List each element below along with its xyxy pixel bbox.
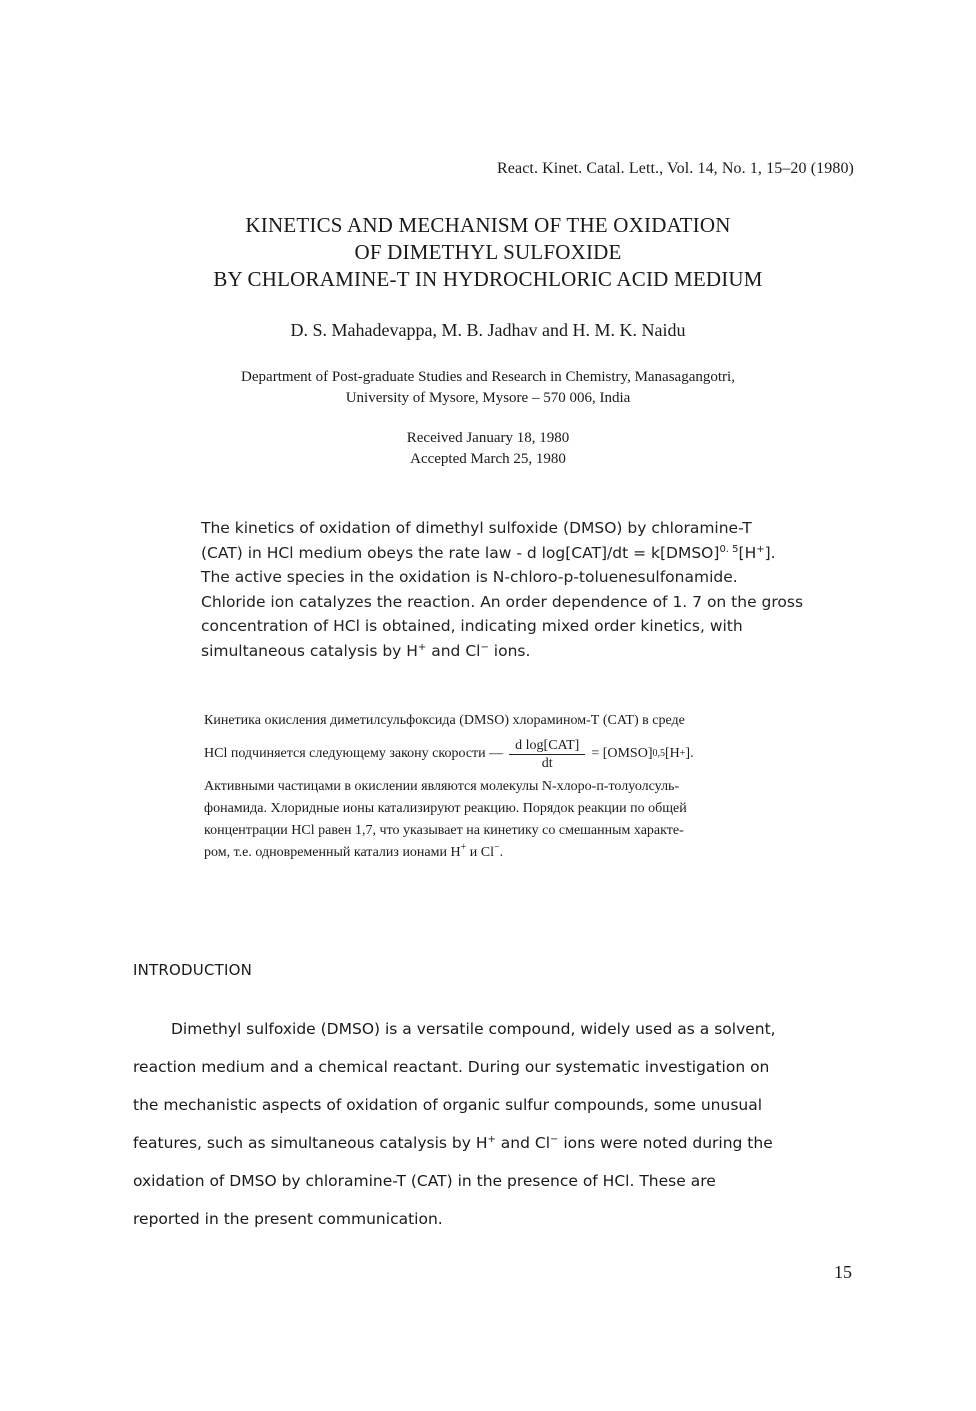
abstract-line <box>201 541 881 566</box>
journal-citation: React. Kinet. Catal. Lett., Vol. 14, No. 1, 15–20 (1980) <box>497 160 854 177</box>
introduction-paragraph <box>133 1010 853 1238</box>
paragraph-text: and Cl <box>495 1134 551 1152</box>
abstract-text: (CAT) in HCl medium obeys the rate law - d log[CAT]/dt = k[DMSO] <box>201 543 720 562</box>
abstract-text: [H <box>665 746 680 761</box>
abstract-text: HCl подчиняется следующему закону скорости — <box>204 746 504 761</box>
abstract-text: ]. <box>685 746 694 761</box>
paragraph-text: ions were noted during the <box>558 1134 773 1152</box>
title-line: KINETICS AND MECHANISM OF THE OXIDATION <box>245 213 731 237</box>
charge-superscript: + <box>487 1134 496 1145</box>
article-title <box>0 212 976 293</box>
received-date: Received January 18, 1980 <box>406 430 570 446</box>
paragraph-line <box>133 1124 853 1162</box>
paragraph-line: the mechanistic aspects of oxidation of organic sulfur compounds, some unusual <box>133 1096 763 1114</box>
paragraph-line: reaction medium and a chemical reactant. During our systematic investigation on <box>133 1058 770 1076</box>
affiliation-line: Department of Post-graduate Studies and Research in Chemistry, Manasagangotri, <box>241 369 735 385</box>
charge-superscript: + <box>460 842 467 853</box>
submission-dates <box>0 428 976 470</box>
charge-superscript: − <box>480 641 489 653</box>
paragraph-line: Dimethyl sulfoxide (DMSO) is a versatile compound, widely used as a solvent, <box>171 1020 776 1038</box>
abstract-russian <box>204 710 872 864</box>
abstract-line: The kinetics of oxidation of dimethyl sulfoxide (DMSO) by chloramine-T <box>201 519 752 537</box>
charge-superscript: + <box>417 641 427 653</box>
title-line: BY CHLORAMINE-T IN HYDROCHLORIC ACID MEDIUM <box>213 267 763 291</box>
fraction-denominator: dt <box>541 755 553 771</box>
abstract-text: and Cl <box>426 641 481 660</box>
abstract-line <box>201 639 881 664</box>
paragraph-text: features, such as simultaneous catalysis by H <box>133 1134 488 1152</box>
section-heading: INTRODUCTION <box>133 961 253 979</box>
affiliation <box>0 367 976 409</box>
rate-law-line: HCl подчиняется следующему закону скорости — $\frac{\text{d log[CAT]}}{dt}$ = [OMSO] 0,5 [H + ]. <box>204 737 694 771</box>
rate-fraction <box>509 737 585 772</box>
abstract-text: [H <box>738 543 757 562</box>
paragraph-line: oxidation of DMSO by chloramine-T (CAT) in the presence of HCl. These are <box>133 1172 716 1190</box>
page-number: 15 <box>834 1262 852 1282</box>
accepted-date: Accepted March 25, 1980 <box>410 451 566 467</box>
fraction-numerator: d log[CAT] <box>509 737 585 755</box>
abstract-line: Chloride ion catalyzes the reaction. An order dependence of 1. 7 on the gross <box>201 592 804 611</box>
charge-superscript: + <box>756 543 765 555</box>
abstract-line: Кинетика окисления диметилсульфоксида (DMSO) хлорамином-Т (CAT) в среде <box>204 713 685 728</box>
charge-superscript: − <box>493 842 500 853</box>
author-list: D. S. Mahadevappa, M. B. Jadhav and H. M. K. Naidu <box>290 320 686 340</box>
abstract-text: . <box>499 845 504 860</box>
abstract-line: concentration of HCl is obtained, indicating mixed order kinetics, with <box>201 617 743 635</box>
abstract-line: The active species in the oxidation is N-chloro-p-toluenesulfonamide. <box>201 568 738 586</box>
abstract-text: и Cl <box>466 845 494 860</box>
paragraph-line: reported in the present communication. <box>133 1210 443 1228</box>
abstract-line: концентрации HCl равен 1,7, что указывает на кинетику со смешанным характе- <box>204 823 684 838</box>
title-line: OF DIMETHYL SULFOXIDE <box>354 240 622 264</box>
abstract-english <box>201 516 881 663</box>
abstract-line: фонамида. Хлоридные ионы катализируют реакцию. Порядок реакции по общей <box>204 801 687 816</box>
abstract-line <box>204 842 872 864</box>
abstract-text: ром, т.е. одновременный катализ ионами H <box>204 845 461 860</box>
abstract-text: ions. <box>488 641 531 660</box>
abstract-text: simultaneous catalysis by H <box>201 641 418 660</box>
affiliation-line: University of Mysore, Mysore – 570 006, India <box>345 390 631 406</box>
exponent: 0. 5 <box>719 543 739 555</box>
abstract-text: ]. <box>764 543 776 562</box>
abstract-text: = [OMSO] <box>591 746 653 761</box>
abstract-line: Активными частицами в окислении являются молекулы N-хлоро-п-толуолсуль- <box>204 779 680 794</box>
charge-superscript: − <box>550 1134 559 1145</box>
